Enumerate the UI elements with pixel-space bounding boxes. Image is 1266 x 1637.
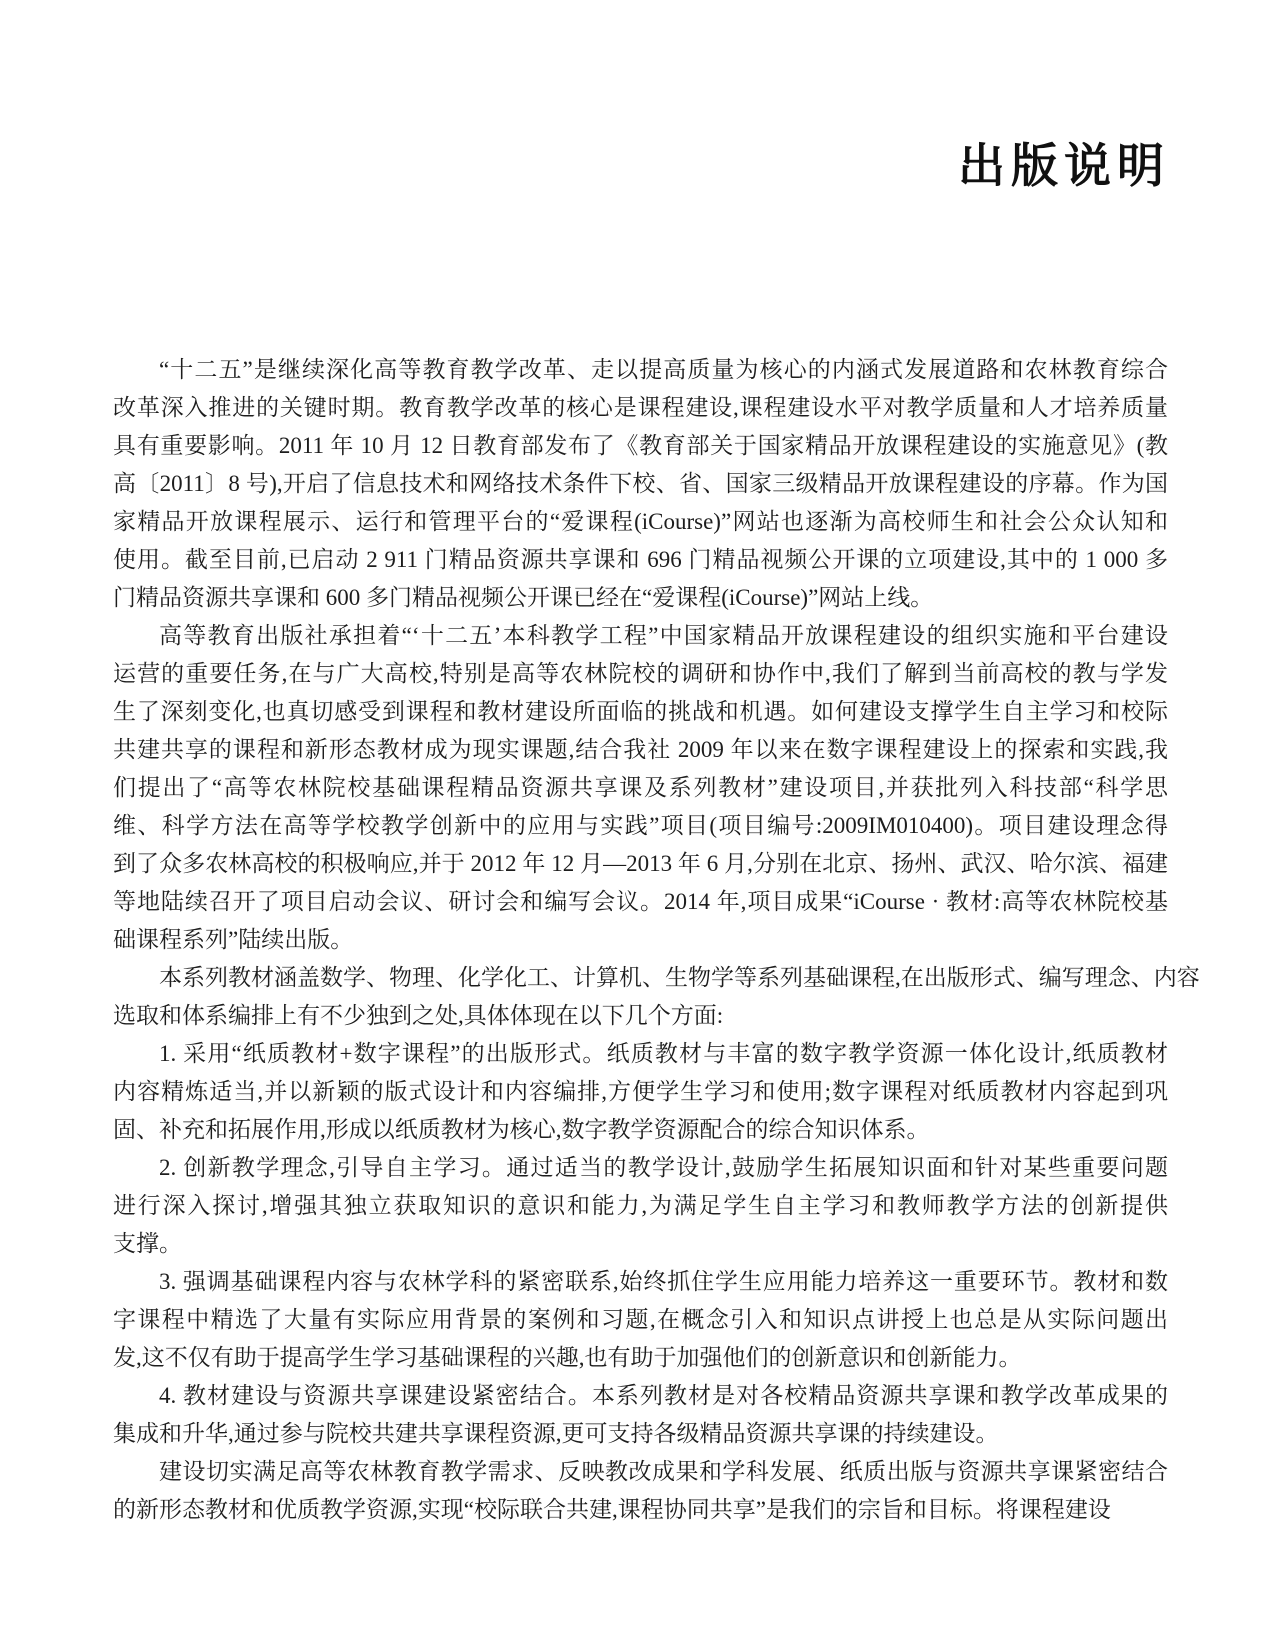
- text-line: 发,这不仅有助于提高学生学习基础课程的兴趣,也有助于加强他们的创新意识和创新能力。: [113, 1345, 1022, 1370]
- text-line: 本系列教材涵盖数学、物理、化学化工、计算机、生物学等系列基础课程,在出版形式、编写理念、内容: [159, 965, 1200, 990]
- text-line: 选取和体系编排上有不少独到之处,具体体现在以下几个方面:: [113, 1003, 724, 1028]
- text-line: 维、科学方法在高等学校教学创新中的应用与实践”项目(项目编号:2009IM010400)。项目建设理念得: [113, 813, 1168, 838]
- text-line: 4. 教材建设与资源共享课建设紧密结合。本系列教材是对各校精品资源共享课和教学改革成果的: [159, 1383, 1168, 1408]
- text-line: 1. 采用“纸质教材+数字课程”的出版形式。纸质教材与丰富的数字教学资源一体化设计,纸质教材: [159, 1041, 1168, 1066]
- text-line: 生了深刻变化,也真切感受到课程和教材建设所面临的挑战和机遇。如何建设支撑学生自主学习和校际: [113, 699, 1168, 724]
- text-line: 高〔2011〕8 号),开启了信息技术和网络技术条件下校、省、国家三级精品开放课程建设的序幕。作为国: [113, 471, 1168, 496]
- text-line: 进行深入探讨,增强其独立获取知识的意识和能力,为满足学生自主学习和教师教学方法的创新提供: [113, 1193, 1168, 1218]
- text-line: 高等教育出版社承担着“‘十二五’本科教学工程”中国家精品开放课程建设的组织实施和平台建设: [159, 623, 1168, 648]
- text-line: 到了众多农林高校的积极响应,并于 2012 年 12 月—2013 年 6 月,分别在北京、扬州、武汉、哈尔滨、福建: [113, 851, 1168, 876]
- text-line: 门精品资源共享课和 600 多门精品视频公开课已经在“爱课程(iCourse)”网站上线。: [113, 585, 934, 610]
- text-line: 等地陆续召开了项目启动会议、研讨会和编写会议。2014 年,项目成果“iCourse · 教材:高等农林院校基: [113, 889, 1168, 914]
- text-line: 2. 创新教学理念,引导自主学习。通过适当的教学设计,鼓励学生拓展知识面和针对某些重要问题: [159, 1155, 1168, 1180]
- text-line: 础课程系列”陆续出版。: [113, 927, 354, 952]
- text-line: 字课程中精选了大量有实际应用背景的案例和习题,在概念引入和知识点讲授上也总是从实际问题出: [113, 1307, 1168, 1332]
- text-line: 们提出了“高等农林院校基础课程精品资源共享课及系列教材”建设项目,并获批列入科技部“科学思: [113, 775, 1168, 800]
- text-line: 家精品开放课程展示、运行和管理平台的“爱课程(iCourse)”网站也逐渐为高校师生和社会公众认知和: [113, 509, 1168, 534]
- text-line: 的新形态教材和优质教学资源,实现“校际联合共建,课程协同共享”是我们的宗旨和目标。将课程建设: [113, 1497, 1111, 1522]
- page-title: 出版说明: [958, 141, 1170, 193]
- document-body: [113, 351, 1200, 1529]
- text-line: 固、补充和拓展作用,形成以纸质教材为核心,数字教学资源配合的综合知识体系。: [113, 1117, 930, 1142]
- text-line: 3. 强调基础课程内容与农林学科的紧密联系,始终抓住学生应用能力培养这一重要环节。教材和数: [159, 1269, 1168, 1294]
- text-line: 内容精炼适当,并以新颖的版式设计和内容编排,方便学生学习和使用;数字课程对纸质教材内容起到巩: [113, 1079, 1168, 1104]
- text-line: 集成和升华,通过参与院校共建共享课程资源,更可支持各级精品资源共享课的持续建设。: [113, 1421, 999, 1446]
- text-line: 使用。截至目前,已启动 2 911 门精品资源共享课和 696 门精品视频公开课的立项建设,其中的 1 000 多: [113, 547, 1168, 572]
- text-line: 建设切实满足高等农林教育教学需求、反映教改成果和学科发展、纸质出版与资源共享课紧密结合: [159, 1459, 1168, 1484]
- text-line: 运营的重要任务,在与广大高校,特别是高等农林院校的调研和协作中,我们了解到当前高校的教与学发: [113, 661, 1168, 686]
- text-line: “十二五”是继续深化高等教育教学改革、走以提高质量为核心的内涵式发展道路和农林教育综合: [159, 357, 1168, 382]
- text-line: 支撑。: [113, 1231, 182, 1256]
- text-line: 改革深入推进的关键时期。教育教学改革的核心是课程建设,课程建设水平对教学质量和人才培养质量: [113, 395, 1168, 420]
- text-line: 具有重要影响。2011 年 10 月 12 日教育部发布了《教育部关于国家精品开放课程建设的实施意见》(教: [113, 433, 1168, 458]
- text-line: 共建共享的课程和新形态教材成为现实课题,结合我社 2009 年以来在数字课程建设上的探索和实践,我: [113, 737, 1168, 762]
